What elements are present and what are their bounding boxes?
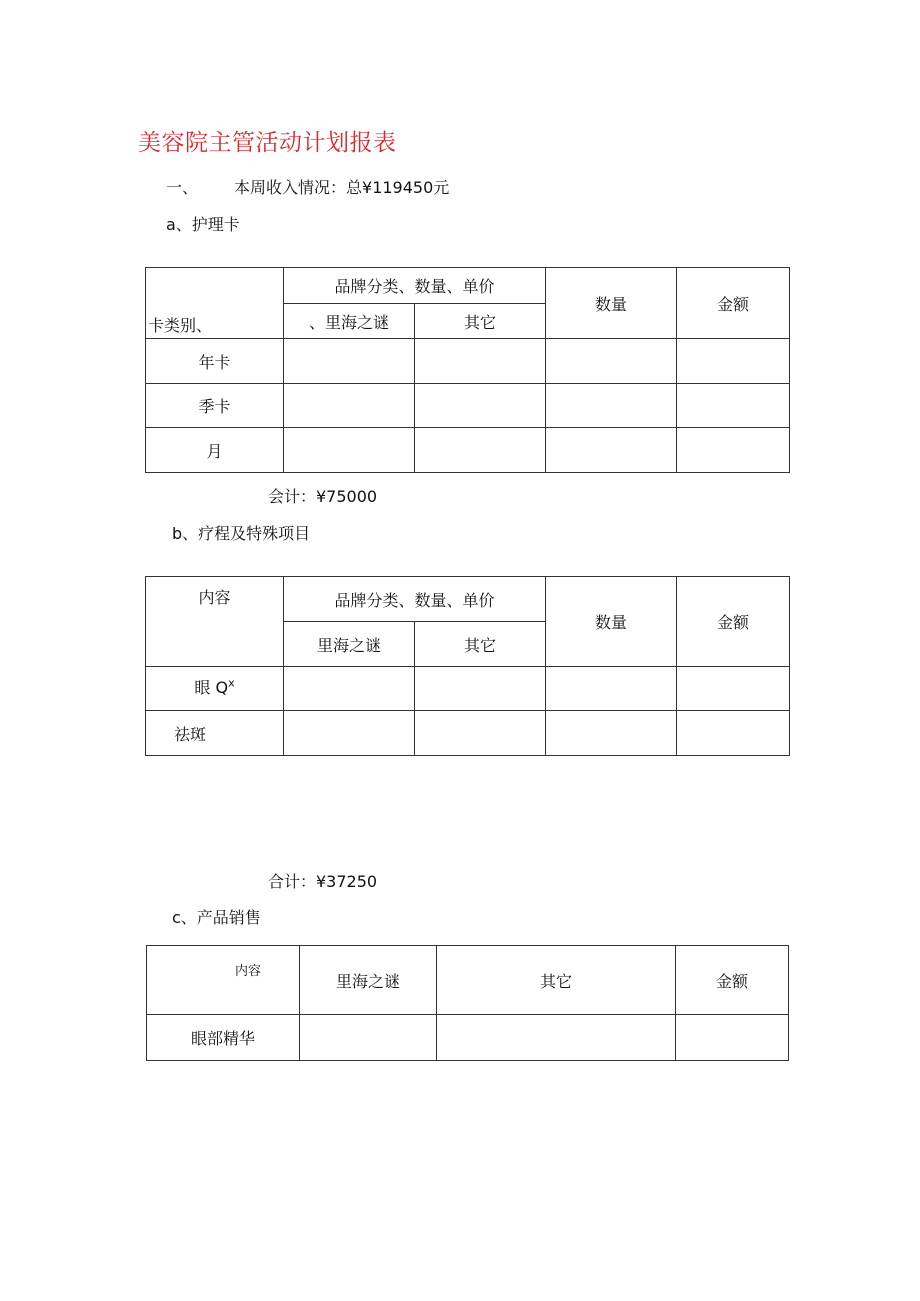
row-label: 眼部精华 xyxy=(147,1015,300,1061)
table-cell xyxy=(677,711,790,756)
row-label: 月 xyxy=(146,428,284,473)
table-cell xyxy=(546,428,677,473)
table-cell xyxy=(437,1015,676,1061)
section-a-heading: a、护理卡 xyxy=(166,215,240,234)
table-cell xyxy=(284,428,415,473)
row-label-main: 眼 Q xyxy=(194,678,229,697)
table-cell xyxy=(546,384,677,428)
card-type-header xyxy=(146,268,284,339)
table-cell xyxy=(677,428,790,473)
table-cell xyxy=(284,384,415,428)
table-cell xyxy=(546,667,677,711)
table-cell xyxy=(677,667,790,711)
brand-group-header: 品牌分类、数量、单价 xyxy=(284,577,546,622)
section-b-total: 合计：¥37250 xyxy=(268,872,378,891)
table-cell xyxy=(284,711,415,756)
amount-header: 金额 xyxy=(677,268,790,339)
table-cell xyxy=(284,339,415,384)
quantity-header: 数量 xyxy=(546,577,677,667)
section-b-heading: b、疗程及特殊项目 xyxy=(172,524,311,543)
income-summary-text: 本周收入情况：总¥119450元 xyxy=(234,178,450,197)
brand-liha-header: 里海之谜 xyxy=(284,622,415,667)
table-cell xyxy=(415,428,546,473)
brand-liha-header: 、里海之谜 xyxy=(284,304,415,339)
content-header xyxy=(147,946,300,1015)
row-label-sup: x xyxy=(228,676,235,690)
row-label: 年卡 xyxy=(146,339,284,384)
amount-header: 金额 xyxy=(677,577,790,667)
table-cell xyxy=(546,711,677,756)
brand-other-header: 其它 xyxy=(415,304,546,339)
table-cell xyxy=(677,384,790,428)
amount-header: 金额 xyxy=(676,946,789,1015)
row-label xyxy=(146,667,284,711)
content-header-label: 内容 xyxy=(235,964,262,979)
table-cell xyxy=(284,667,415,711)
table-cell xyxy=(415,667,546,711)
table-cell xyxy=(300,1015,437,1061)
table-cell xyxy=(415,339,546,384)
card-type-header-label: 卡类别、 xyxy=(148,316,213,335)
product-sales-table xyxy=(146,945,789,1061)
brand-group-header: 品牌分类、数量、单价 xyxy=(284,268,546,304)
section-number: 一、 xyxy=(166,178,199,197)
brand-other-header: 其它 xyxy=(415,622,546,667)
income-summary xyxy=(166,175,449,198)
table-cell xyxy=(677,339,790,384)
page-title: 美容院主管活动计划报表 xyxy=(138,130,397,156)
content-header: 内容 xyxy=(146,577,284,667)
section-a-total: 会计：¥75000 xyxy=(268,487,378,506)
row-label: 祛斑 xyxy=(146,711,284,756)
table-cell xyxy=(415,711,546,756)
quantity-header: 数量 xyxy=(546,268,677,339)
table-cell xyxy=(676,1015,789,1061)
treatment-table xyxy=(145,576,790,756)
section-c-heading: c、产品销售 xyxy=(172,908,261,927)
brand-other-header: 其它 xyxy=(437,946,676,1015)
care-card-table xyxy=(145,267,790,473)
row-label: 季卡 xyxy=(146,384,284,428)
table-cell xyxy=(415,384,546,428)
brand-liha-header: 里海之谜 xyxy=(300,946,437,1015)
table-cell xyxy=(546,339,677,384)
